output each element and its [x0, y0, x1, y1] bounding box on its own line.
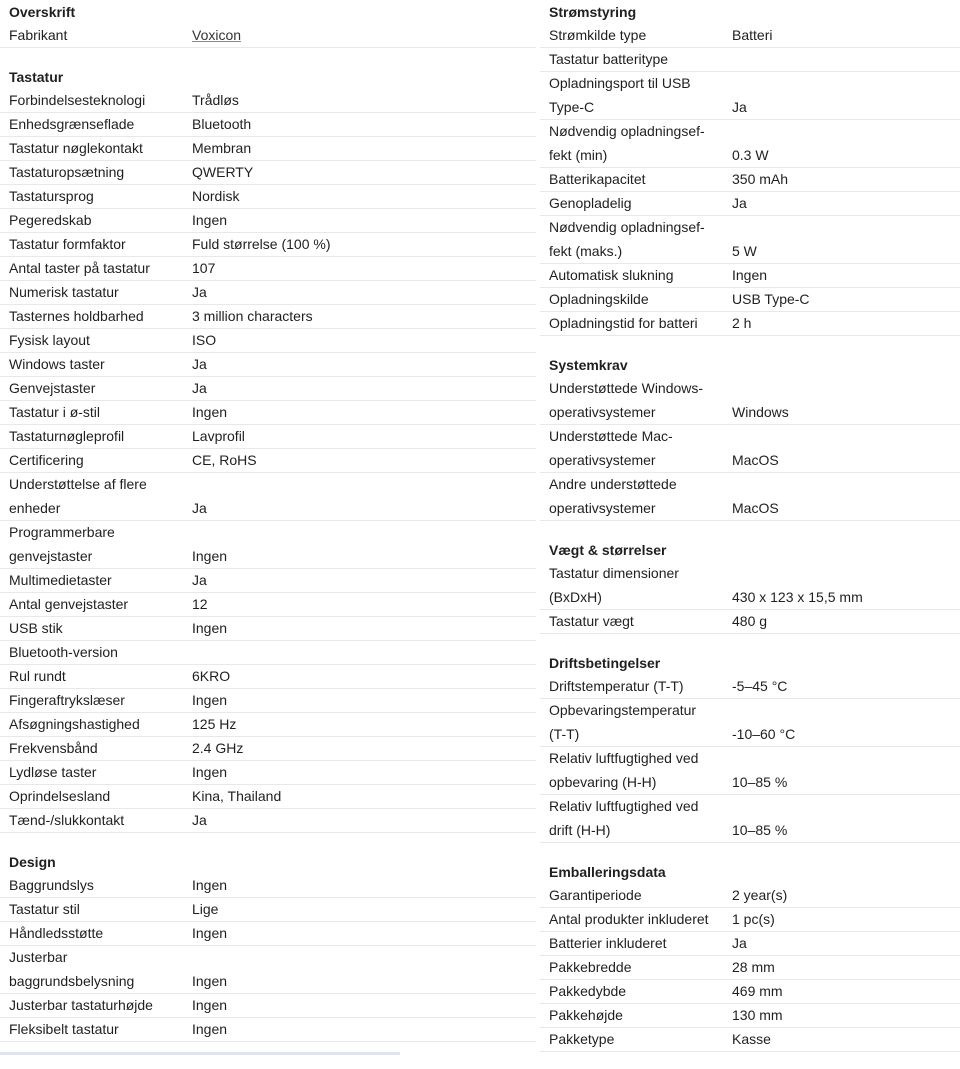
spec-row-genopladelig — [540, 192, 960, 216]
spec-value: Trådløs — [192, 92, 239, 108]
spec-row-relativ-luftfugtighed-ved-drift-h-h — [540, 795, 960, 843]
spec-row-garantiperiode — [540, 884, 960, 908]
spec-value: 2 year(s) — [732, 887, 788, 903]
spec-label: Relativ luftfugtighed ved opbevaring (H-H) — [549, 750, 699, 790]
spec-label: Automatisk slukning — [549, 267, 674, 283]
spec-value: Lige — [192, 901, 219, 917]
spec-value: 2.4 GHz — [192, 740, 244, 756]
spec-label: Tasternes holdbarhed — [9, 308, 144, 324]
spec-value: Ingen — [192, 1021, 228, 1037]
spec-value: QWERTY — [192, 164, 254, 180]
spec-row-justerbar-tastaturhoejde — [0, 994, 536, 1018]
spec-row-tastatur-noeglekontakt — [0, 137, 536, 161]
spec-label: Programmerbare genvejstaster — [9, 524, 115, 564]
spec-label: Understøttelse af flere enheder — [9, 476, 147, 516]
spec-label: Nødvendig opladningsef- fekt (min) — [549, 123, 705, 163]
spec-value: Ingen — [732, 267, 768, 283]
spec-label: Forbindelsesteknologi — [9, 92, 146, 108]
spec-label: Tænd-/slukkontakt — [9, 812, 125, 828]
spec-value: Ja — [732, 99, 747, 115]
spec-label: Pakkehøjde — [549, 1007, 623, 1023]
spec-label: Opbevaringstemperatur (T-T) — [549, 702, 697, 742]
spec-row-opladningstid-for-batteri — [540, 312, 960, 336]
spec-column-right — [540, 0, 960, 1069]
spec-value: MacOS — [732, 452, 779, 468]
spec-row-pegeredskab — [0, 209, 536, 233]
spec-label: Håndledsstøtte — [9, 925, 104, 941]
spec-label: Opladningsport til USB Type-C — [549, 75, 691, 115]
spec-label: Numerisk tastatur — [9, 284, 119, 300]
spec-row-tastatur-formfaktor — [0, 233, 536, 257]
spec-value: 5 W — [732, 243, 757, 259]
spec-row-driftstemperatur-t-t — [540, 675, 960, 699]
spec-label: Understøttede Mac- operativsystemer — [549, 428, 673, 468]
spec-value: 3 million characters — [192, 308, 313, 324]
spec-row-noedvendig-opladningsef-fekt-min — [540, 120, 960, 168]
spec-row-multimedietaster — [0, 569, 536, 593]
spec-label: Tastatursprog — [9, 188, 94, 204]
spec-label: Frekvensbånd — [9, 740, 98, 756]
spec-label: Fabrikant — [9, 27, 68, 43]
spec-row-oprindelsesland — [0, 785, 536, 809]
spec-label: Antal taster på tastatur — [9, 260, 150, 276]
spec-label: Pakketype — [549, 1031, 615, 1047]
spec-value: 12 — [192, 596, 208, 612]
spec-row-frekvensbaand — [0, 737, 536, 761]
spec-value: 107 — [192, 260, 216, 276]
manufacturer-link[interactable]: Voxicon — [192, 27, 242, 43]
spec-label: Oprindelsesland — [9, 788, 111, 804]
spec-value: Ja — [732, 935, 747, 951]
spec-label: Pakkebredde — [549, 959, 632, 975]
spec-row-tastaturnoegleprofil — [0, 425, 536, 449]
spec-label: Fysisk layout — [9, 332, 90, 348]
spec-row-tastatur-dimensioner-bxdxh — [540, 562, 960, 610]
spec-row-tastatursprog — [0, 185, 536, 209]
spec-row-pakketype — [540, 1028, 960, 1052]
spec-row-fysisk-layout — [0, 329, 536, 353]
spec-value: 1 pc(s) — [732, 911, 775, 927]
spec-value: CE, RoHS — [192, 452, 257, 468]
spec-value: Ingen — [192, 548, 228, 564]
section-title: Emballeringsdata — [549, 864, 666, 880]
spec-row-stroemkilde-type — [540, 24, 960, 48]
spec-label: Antal produkter inkluderet — [549, 911, 709, 927]
spec-label: Fingeraftrykslæser — [9, 692, 125, 708]
spec-row-pakkedybde — [540, 980, 960, 1004]
spec-row-noedvendig-opladningsef-fekt-maks — [540, 216, 960, 264]
spec-row-usb-stik — [0, 617, 536, 641]
spec-row-batterikapacitet — [540, 168, 960, 192]
spec-row-pakkehoejde — [540, 1004, 960, 1028]
spec-row-afsoegningshastighed — [0, 713, 536, 737]
spec-section-systemkrav — [540, 353, 960, 521]
spec-value: Ingen — [192, 692, 228, 708]
spec-row-tasternes-holdbarhed — [0, 305, 536, 329]
spec-value: 469 mm — [732, 983, 783, 999]
spec-value: Ja — [192, 284, 207, 300]
spec-value: Nordisk — [192, 188, 240, 204]
spec-row-tastatur-vaegt — [540, 610, 960, 634]
section-title: Design — [9, 854, 56, 870]
spec-label: Tastatur i ø-stil — [9, 404, 101, 420]
spec-label: Relativ luftfugtighed ved drift (H-H) — [549, 798, 699, 838]
spec-value: Ja — [192, 500, 207, 516]
section-title: Vægt & størrelser — [549, 542, 667, 558]
spec-section-driftsbetingelser — [540, 651, 960, 843]
spec-row-taend-slukkontakt — [0, 809, 536, 833]
spec-label: USB stik — [9, 620, 63, 636]
spec-value: 350 mAh — [732, 171, 789, 187]
spec-label: Tastatur nøglekontakt — [9, 140, 143, 156]
spec-label: Tastatur batteritype — [549, 51, 669, 67]
spec-row-numerisk-tastatur — [0, 281, 536, 305]
spec-row-understoettede-windows-operativsystemer — [540, 377, 960, 425]
spec-row-automatisk-slukning — [540, 264, 960, 288]
spec-row-opladningsport-til-usb-type-c — [540, 72, 960, 120]
spec-value: 10–85 % — [732, 822, 788, 838]
section-title: Driftsbetingelser — [549, 655, 661, 671]
spec-label: Garantiperiode — [549, 887, 642, 903]
spec-value: Kasse — [732, 1031, 771, 1047]
spec-label: Tastatur vægt — [549, 613, 634, 629]
spec-label: Opladningstid for batteri — [549, 315, 698, 331]
spec-value: Ingen — [192, 764, 228, 780]
spec-value: 480 g — [732, 613, 768, 629]
spec-label: Bluetooth-version — [9, 644, 118, 660]
spec-row-tastatur-i-oe-stil — [0, 401, 536, 425]
spec-label: Lydløse taster — [9, 764, 97, 780]
spec-section-overskrift — [0, 0, 536, 48]
spec-label: Multimedietaster — [9, 572, 112, 588]
spec-label: Batterikapacitet — [549, 171, 646, 187]
spec-section-design — [0, 850, 536, 1042]
spec-value: Ja — [192, 572, 207, 588]
spec-value: Ingen — [192, 212, 228, 228]
spec-row-batterier-inkluderet — [540, 932, 960, 956]
spec-row-opladningskilde — [540, 288, 960, 312]
spec-label: Andre understøttede operativsystemer — [549, 476, 677, 516]
spec-label: Fleksibelt tastatur — [9, 1021, 119, 1037]
spec-label: Enhedsgrænseflade — [9, 116, 135, 132]
spec-label: Genopladelig — [549, 195, 632, 211]
spec-value: 130 mm — [732, 1007, 783, 1023]
spec-label: Pakkedybde — [549, 983, 627, 999]
spec-label: Rul rundt — [9, 668, 66, 684]
spec-value: USB Type-C — [732, 291, 810, 307]
spec-row-rul-rundt — [0, 665, 536, 689]
spec-row-enhedsgraenseflade — [0, 113, 536, 137]
spec-value: -10–60 °C — [732, 726, 796, 742]
spec-value: Ja — [192, 812, 207, 828]
spec-row-programmerbare-genvejstaster — [0, 521, 536, 569]
spec-value: Ingen — [192, 404, 228, 420]
spec-value: 10–85 % — [732, 774, 788, 790]
spec-label: Certificering — [9, 452, 84, 468]
spec-row-antal-produkter-inkluderet — [540, 908, 960, 932]
spec-row-fingeraftrykslaeser — [0, 689, 536, 713]
spec-label: Nødvendig opladningsef- fekt (maks.) — [549, 219, 705, 259]
spec-section-tastatur — [0, 65, 536, 833]
spec-row-antal-taster-paa-tastatur — [0, 257, 536, 281]
spec-label: Windows taster — [9, 356, 105, 372]
spec-value: Bluetooth — [192, 116, 252, 132]
spec-row-antal-genvejstaster — [0, 593, 536, 617]
spec-label: Antal genvejstaster — [9, 596, 129, 612]
spec-row-fabrikant — [0, 24, 536, 48]
spec-value: 2 h — [732, 315, 752, 331]
spec-value: Ingen — [192, 877, 228, 893]
section-title: Overskrift — [9, 4, 76, 20]
spec-row-forbindelsesteknologi — [0, 89, 536, 113]
spec-row-certificering — [0, 449, 536, 473]
spec-row-opbevaringstemperatur-t-t — [540, 699, 960, 747]
section-title: Strømstyring — [549, 4, 637, 20]
spec-row-tastatur-batteritype — [540, 48, 960, 72]
spec-value: MacOS — [732, 500, 779, 516]
spec-value: 28 mm — [732, 959, 775, 975]
spec-section-stroemstyring — [540, 0, 960, 336]
spec-label: Understøttede Windows- operativsystemer — [549, 380, 704, 420]
spec-value: ISO — [192, 332, 217, 348]
spec-value: Ingen — [192, 620, 228, 636]
spec-row-justerbar-baggrundsbelysning — [0, 946, 536, 994]
spec-section-emballeringsdata — [540, 860, 960, 1052]
spec-value: -5–45 °C — [732, 678, 788, 694]
spec-value: 430 x 123 x 15,5 mm — [732, 589, 863, 605]
spec-row-fleksibelt-tastatur — [0, 1018, 536, 1042]
spec-label: Batterier inkluderet — [549, 935, 667, 951]
spec-label: Tastatur dimensioner (BxDxH) — [549, 565, 679, 605]
spec-label: Genvejstaster — [9, 380, 96, 396]
spec-row-pakkebredde — [540, 956, 960, 980]
spec-label: Tastaturnøgleprofil — [9, 428, 125, 444]
spec-value: Ja — [732, 195, 747, 211]
spec-value: Ja — [192, 356, 207, 372]
spec-row-understoettelse-af-flere-enheder — [0, 473, 536, 521]
spec-row-windows-taster — [0, 353, 536, 377]
spec-value: Kina, Thailand — [192, 788, 282, 804]
spec-value: Windows — [732, 404, 789, 420]
spec-label: Tastaturopsætning — [9, 164, 125, 180]
spec-value: Membran — [192, 140, 252, 156]
spec-section-vaegt-stoerrelser — [540, 538, 960, 634]
spec-label: Tastatur formfaktor — [9, 236, 126, 252]
spec-row-lydloese-taster — [0, 761, 536, 785]
spec-row-tastaturopsaetning — [0, 161, 536, 185]
spec-value: Lavprofil — [192, 428, 245, 444]
spec-label: Baggrundslys — [9, 877, 94, 893]
spec-label: Opladningskilde — [549, 291, 649, 307]
spec-label: Justerbar tastaturhøjde — [9, 997, 153, 1013]
spec-value: 125 Hz — [192, 716, 237, 732]
spec-value: Ingen — [192, 973, 228, 989]
spec-value: 0.3 W — [732, 147, 769, 163]
spec-value: Ingen — [192, 997, 228, 1013]
spec-label: Pegeredskab — [9, 212, 92, 228]
spec-row-understoettede-mac-operativsystemer — [540, 425, 960, 473]
spec-row-relativ-luftfugtighed-ved-opbevaring-h-h — [540, 747, 960, 795]
section-title: Systemkrav — [549, 357, 628, 373]
spec-value: 6KRO — [192, 668, 231, 684]
spec-value: Batteri — [732, 27, 773, 43]
spec-row-haandledsstoette — [0, 922, 536, 946]
spec-value: Ja — [192, 380, 207, 396]
spec-label: Justerbar baggrundsbelysning — [9, 949, 135, 989]
spec-label: Tastatur stil — [9, 901, 80, 917]
spec-row-baggrundslys — [0, 874, 536, 898]
spec-label: Strømkilde type — [549, 27, 647, 43]
spec-value: Ingen — [192, 925, 228, 941]
spec-row-andre-understoettede-operativsystemer — [540, 473, 960, 521]
spec-value: Fuld størrelse (100 %) — [192, 236, 331, 252]
spec-label: Driftstemperatur (T-T) — [549, 678, 684, 694]
spec-row-genvejstaster — [0, 377, 536, 401]
section-title: Tastatur — [9, 69, 64, 85]
spec-row-bluetooth-version — [0, 641, 536, 665]
spec-label: Afsøgningshastighed — [9, 716, 140, 732]
spec-row-tastatur-stil — [0, 898, 536, 922]
